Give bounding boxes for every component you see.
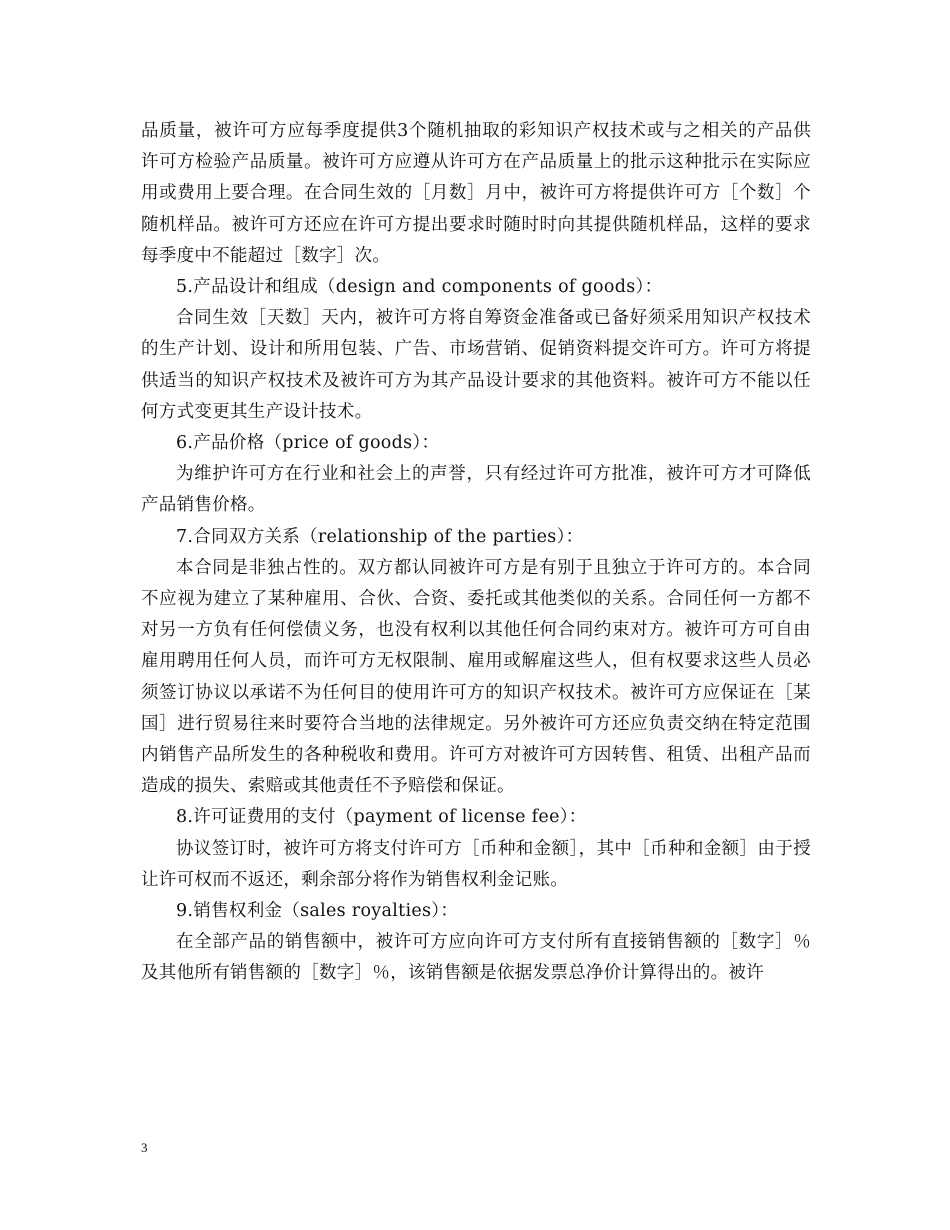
paragraph-relationship: 本合同是非独占性的。双方都认同被许可方是有别于且独立于许可方的。本合同不应视为建立了某种雇用、合伙、合资、委托或其他类似的关系。合同任何一方都不对另一方负有任何偿债义务，也没有权利以其他任何合同约束对方。被许可方可自由雇用聘用任何人员，而许可方无权限制、雇用或解雇这些人，但有权要求这些人员必须签订协议以承诺不为任何目的使用许可方的知识产权技术。被许可方应保证在［某国］进行贸易往来时要符合当地的法律规定。另外被许可方还应负责交纳在特定范围内销售产品所发生的各种税收和费用。许可方对被许可方因转售、租赁、出租产品而造成的损失、索赔或其他责任不予赔偿和保证。 — [141, 557, 811, 797]
section-heading-royalties: 9.销售权利金（sales royalties）： — [176, 901, 459, 922]
paragraph-quality-continued: 品质量，被许可方应每季度提供3个随机抽取的彩知识产权技术或与之相关的产品供许可方检验产品质量。被许可方应遵从许可方在产品质量上的批示这种批示在实际应用或费用上要合理。在合同生效的［月数］月中，被许可方将提供许可方［个数］个随机样品。被许可方还应在许可方提出要求时随时时向其提供随机样品，这样的要求每季度中不能超过［数字］次。 — [141, 121, 811, 266]
document-body — [141, 116, 811, 990]
paragraph-price: 为维护许可方在行业和社会上的声誉，只有经过许可方批准，被许可方才可降低产品销售价格。 — [141, 464, 811, 516]
section-heading-relationship: 7.合同双方关系（relationship of the parties）： — [176, 526, 584, 547]
paragraph-design: 合同生效［天数］天内，被许可方将自筹资金准备或已备好须采用知识产权技术的生产计划、设计和所用包装、广告、市场营销、促销资料提交许可方。许可方将提供适当的知识产权技术及被许可方为其产品设计要求的其他资料。被许可方不能以任何方式变更其生产设计技术。 — [141, 308, 811, 422]
section-heading-price: 6.产品价格（price of goods）： — [176, 433, 440, 454]
paragraph-license-fee: 协议签订时，被许可方将支付许可方［币种和金额］，其中［币种和金额］由于授让许可权而不返还，剩余部分将作为销售权利金记账。 — [141, 838, 811, 890]
paragraph-royalties: 在全部产品的销售额中，被许可方应向许可方支付所有直接销售额的［数字］％及其他所有销售额的［数字］％，该销售额是依据发票总净价计算得出的。被许 — [141, 932, 811, 984]
page-number: 3 — [141, 1140, 148, 1155]
section-heading-design: 5.产品设计和组成（design and components of goods）： — [176, 277, 663, 298]
section-heading-license-fee: 8.许可证费用的支付（payment of license fee）： — [176, 807, 587, 828]
